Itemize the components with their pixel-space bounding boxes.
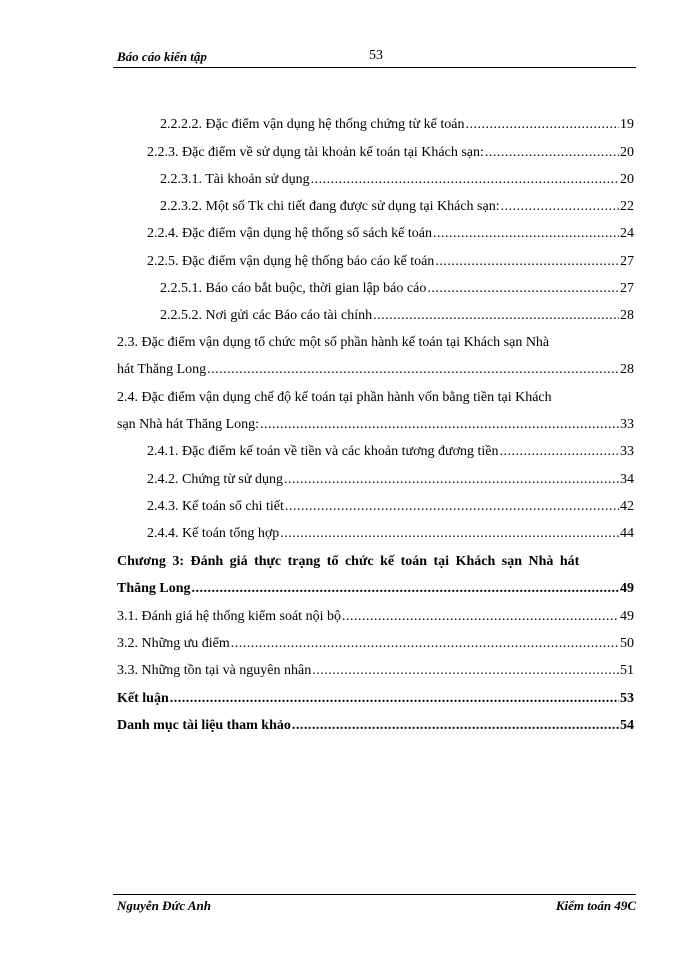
toc-entry [160,307,634,325]
toc-entry-title: Kết luận [117,691,169,706]
toc-entry [147,225,634,243]
toc-leader [342,608,619,626]
toc-entry [147,471,634,489]
toc-entry-page: 27 [620,281,634,296]
toc-entry-title: 2.4.2. Chứng từ sử dụng [147,472,283,487]
toc-leader [500,443,620,461]
toc-leader [280,525,619,543]
toc-leader [207,361,619,379]
toc-entry-title: Danh mục tài liệu tham khảo [117,718,291,733]
toc-entry [160,198,634,216]
toc-entry-page: 34 [620,472,634,487]
toc-entry [147,253,634,271]
toc-entry-title: 3.1. Đánh giá hệ thống kiểm soát nội bộ [117,609,341,624]
toc-entry-title: 2.2.4. Đặc điểm vận dụng hệ thống sổ sách kế toán [147,226,432,241]
toc-entry-page: 44 [620,526,634,541]
toc-entry-title-line1: 2.3. Đặc điểm vận dụng tổ chức một số phần hành kế toán tại Khách sạn Nhà [117,335,550,350]
header-title: Báo cáo kiến tập [117,49,207,64]
toc-leader [427,280,619,298]
toc-entry-page: 51 [620,663,634,678]
toc-entry-page: 50 [620,636,634,651]
toc-leader [312,662,619,680]
toc-leader [292,717,619,735]
toc-entry [160,280,634,298]
toc-leader [433,225,619,243]
page-footer [113,894,636,915]
toc-entry-title: 2.2.3.1. Tài khoản sử dụng [160,172,310,187]
toc-entry-page: 19 [620,117,634,132]
toc-leader [311,171,619,189]
footer-class: Kiểm toán 49C [555,898,636,913]
toc-entry [117,361,634,379]
toc-entry [160,171,634,189]
toc-entry-title: 2.2.2.2. Đặc điểm vận dụng hệ thống chứng từ kế toán [160,117,465,132]
toc-entry-title: 3.3. Những tồn tại và nguyên nhân [117,663,312,678]
toc-entry-title: 2.2.5. Đặc điểm vận dụng hệ thống báo cáo kế toán [147,254,435,269]
toc-leader [284,471,619,489]
toc-entry-page: 53 [620,691,634,706]
toc-entry-page: 28 [620,308,634,323]
toc-entry-page: 20 [620,172,634,187]
footer-author: Nguyễn Đức Anh [117,898,211,913]
toc-entry [117,580,634,598]
toc-leader [435,253,619,271]
toc-entry-title: 2.2.3. Đặc điểm về sử dụng tài khoản kế toán tại Khách sạn: [147,145,484,160]
toc-entry-page: 54 [620,718,634,733]
toc-leader [231,635,619,653]
toc-leader [285,498,619,516]
toc-entry [160,116,634,134]
toc-leader [192,580,619,598]
toc-entry-page: 20 [620,145,634,160]
toc-entry [117,416,634,434]
toc-entry-page: 24 [620,226,634,241]
toc-entry [117,690,634,708]
toc-entry-title: 2.4.3. Kế toán sổ chi tiết [147,499,284,514]
toc-entry-title: 2.2.5.1. Báo cáo bắt buộc, thời gian lập báo cáo [160,281,427,296]
toc-entry [147,525,634,543]
toc-entry-page: 49 [620,581,634,596]
toc-entry [117,608,634,626]
toc-leader [465,116,619,134]
toc-entry-title: 2.4.1. Đặc điểm kế toán về tiền và các khoản tương đương tiền [147,444,499,459]
toc-leader [501,198,619,216]
toc-entry-page: 33 [620,444,634,459]
toc-entry-title: 3.2. Những ưu điểm [117,636,230,651]
toc-entry [147,443,634,461]
toc-entry-title-line2: Thăng Long [117,581,191,596]
toc-entry-title-line2: sạn Nhà hát Thăng Long: [117,417,260,432]
toc-entry-title-line2: hát Thăng Long [117,362,207,377]
toc-entry-title: 2.4.4. Kế toán tổng hợp [147,526,280,541]
toc-entry [117,635,634,653]
toc-entry [117,717,634,735]
toc-entry [117,662,634,680]
toc-entry-page: 28 [620,362,634,377]
toc-leader [260,416,619,434]
toc-entry-page: 33 [620,417,634,432]
toc-entry-page: 22 [620,199,634,214]
toc-entry [147,144,634,162]
header-page-number: 53 [369,48,383,63]
toc-leader [485,144,619,162]
toc-leader [373,307,619,325]
toc-entry-page: 49 [620,609,634,624]
toc-entry-title: 2.2.5.2. Nơi gửi các Báo cáo tài chính [160,308,373,323]
toc-entry-page: 27 [620,254,634,269]
toc-leader [170,690,619,708]
toc-entry [147,498,634,516]
toc-entry-page: 42 [620,499,634,514]
toc-entry-title: 2.2.3.2. Một số Tk chi tiết đang được sử dụng tại Khách sạn: [160,199,500,214]
toc-entry-title-line1: 2.4. Đặc điểm vận dụng chế độ kế toán tại phần hành vốn bằng tiền tại Khách [117,390,552,405]
page-header [113,47,636,68]
toc-entry-title-line1: Chương 3: Đánh giá thực trạng tổ chức kế toán tại Khách sạn Nhà hát [117,554,580,569]
